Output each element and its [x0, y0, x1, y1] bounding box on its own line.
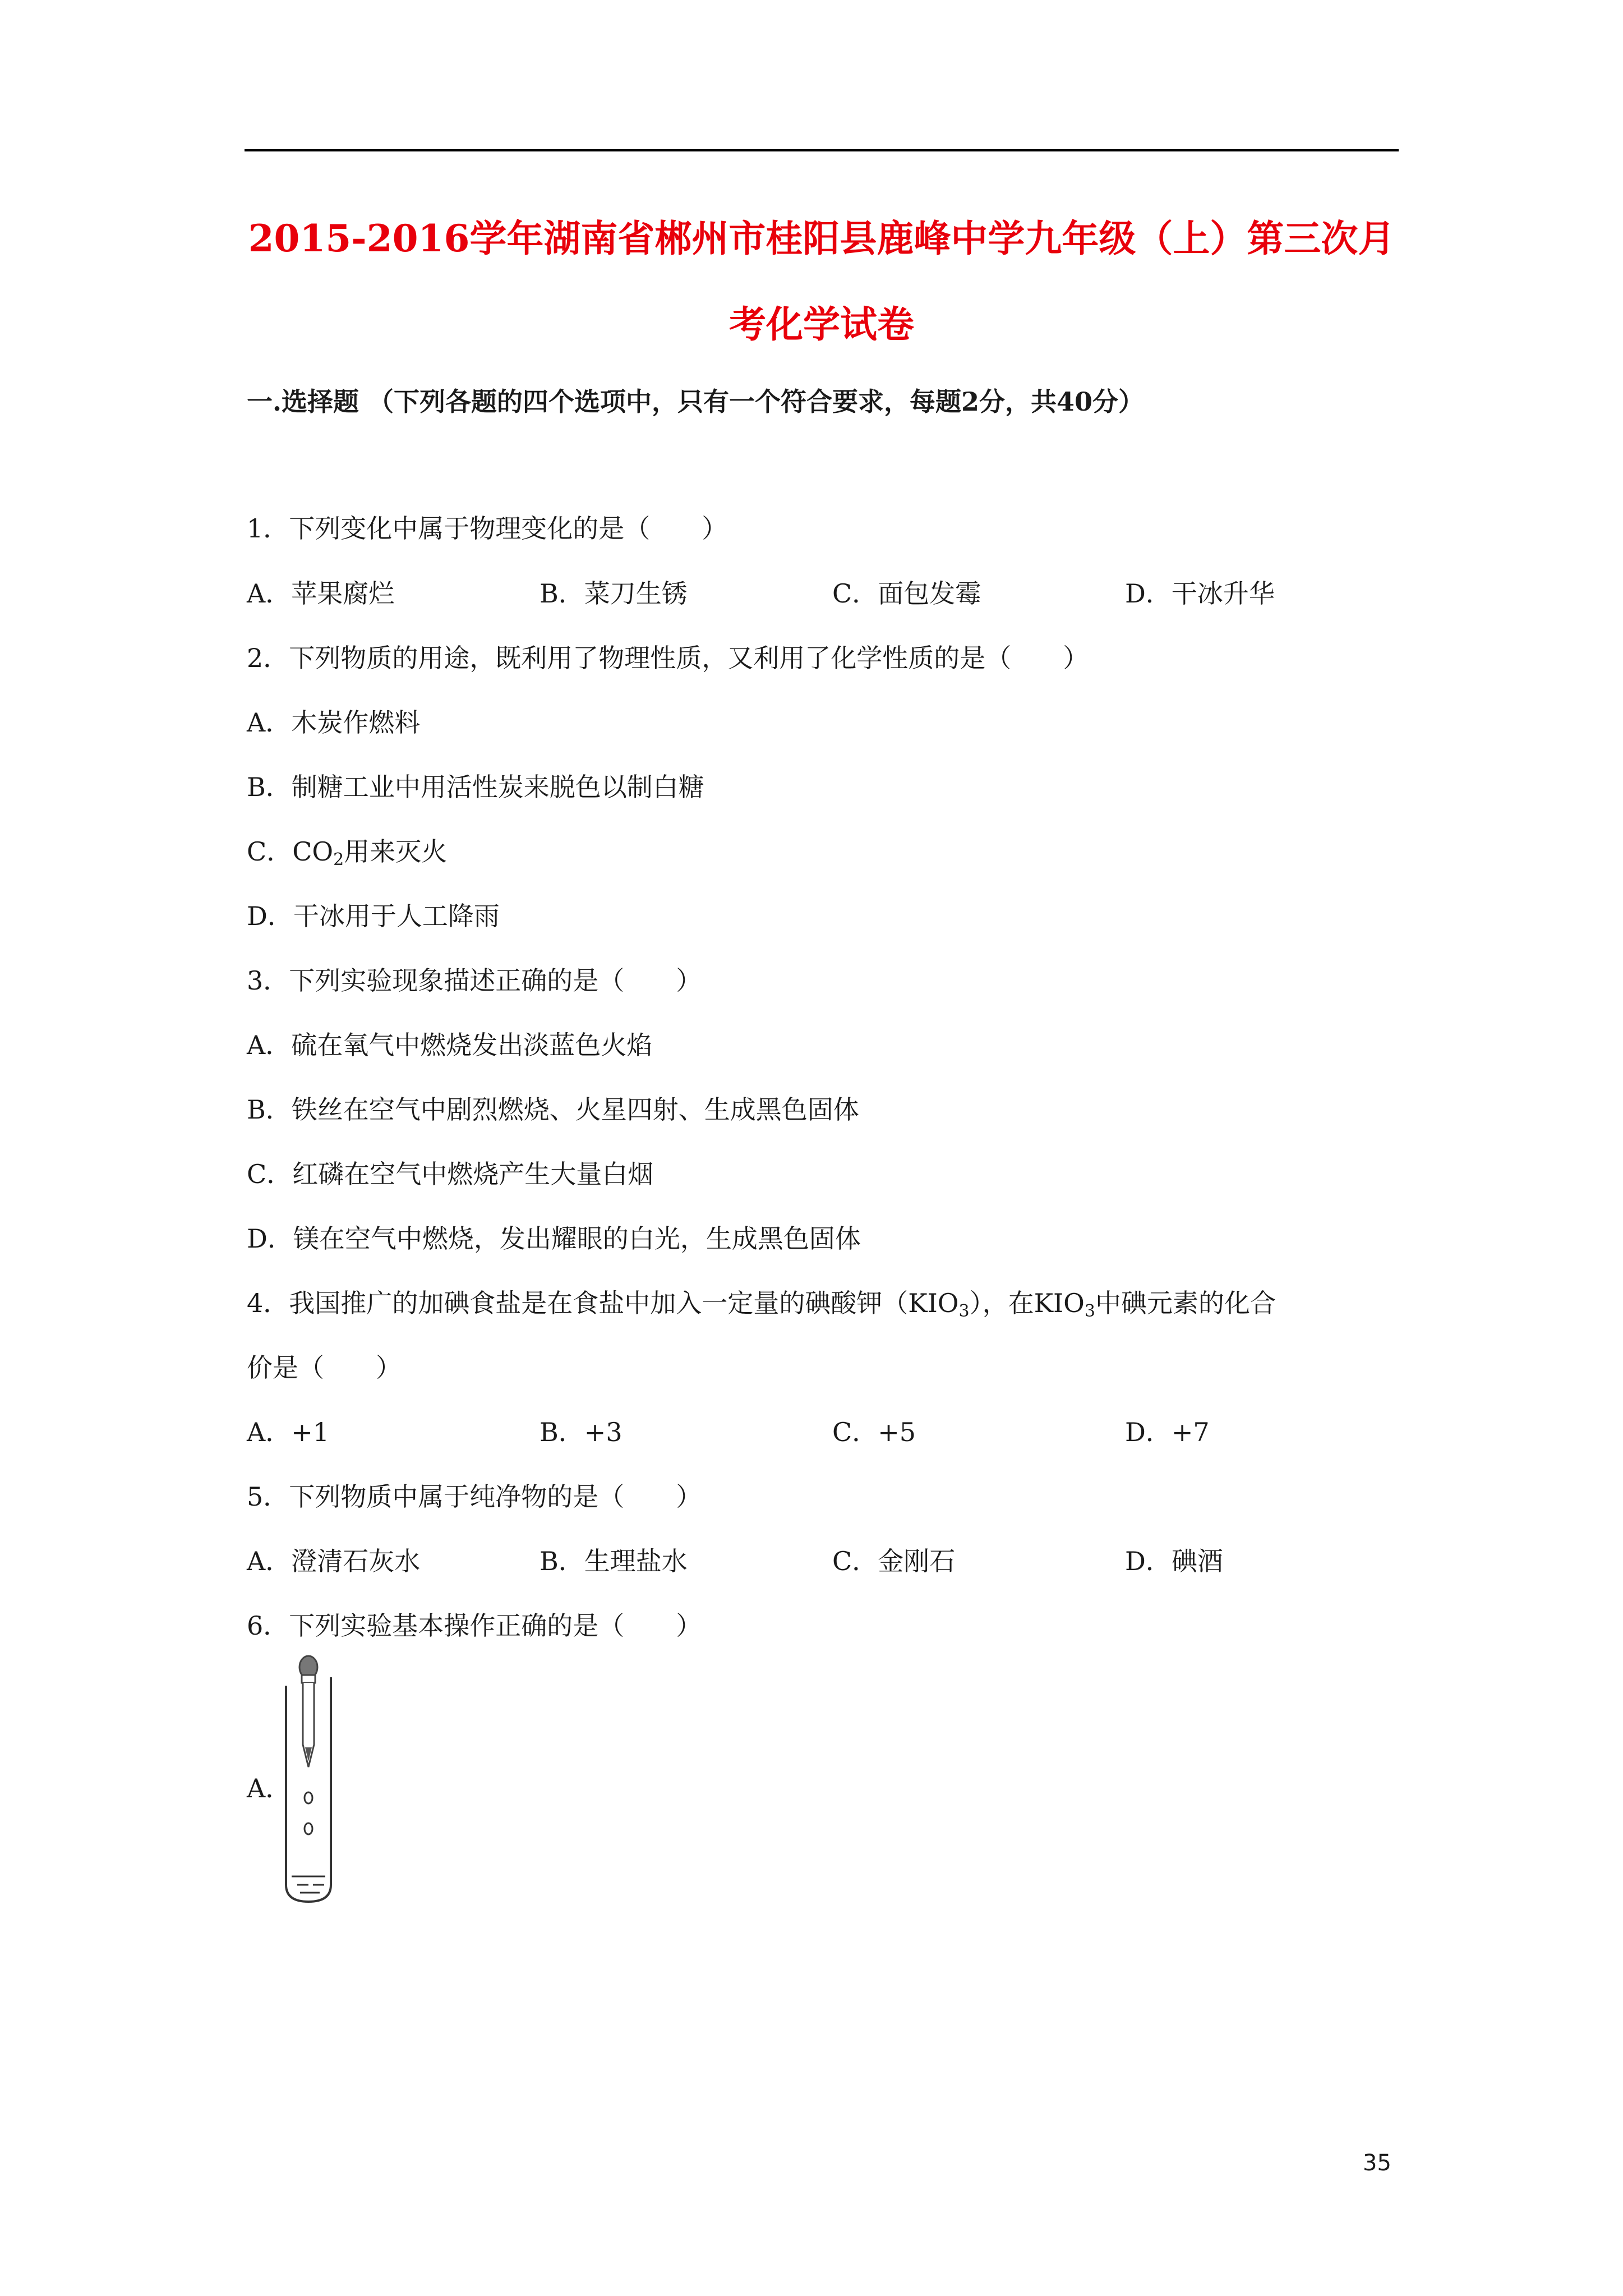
question-6-option-a-label: A．: [247, 1773, 292, 1803]
question-5-option-b: B．生理盐水: [540, 1546, 688, 1576]
question-2-option-d: D．干冰用于人工降雨: [247, 901, 500, 931]
question-2-stem: 2．下列物质的用途，既利用了物理性质，又利用了化学性质的是（ ）: [247, 643, 1089, 673]
question-5-option-a: A．澄清石灰水: [247, 1546, 421, 1576]
question-4-option-b: B．+3: [540, 1417, 623, 1447]
question-3-stem: 3．下列实验现象描述正确的是（ ）: [247, 965, 702, 996]
header-rule: [245, 149, 1399, 151]
question-4-stem-continued: 价是（ ）: [247, 1352, 402, 1383]
section-heading: 一.选择题 （下列各题的四个选项中，只有一个符合要求，每题2分，共40分）: [247, 386, 1145, 417]
question-3-option-b: B．铁丝在空气中剧烈燃烧、火星四射、生成黑色固体: [247, 1094, 859, 1125]
question-3-option-a: A．硫在氧气中燃烧发出淡蓝色火焰: [247, 1030, 653, 1060]
question-6-stem: 6．下列实验基本操作正确的是（ ）: [247, 1611, 702, 1641]
question-3-option-d: D．镁在空气中燃烧，发出耀眼的白光，生成黑色固体: [247, 1223, 861, 1254]
question-1-stem: 1．下列变化中属于物理变化的是（ ）: [247, 513, 728, 544]
question-2-option-c: C．$CO_2$用来灭火: [247, 836, 448, 869]
question-4-option-c: C．+5: [832, 1417, 916, 1447]
question-3-option-c: C．红磷在空气中燃烧产生大量白烟: [247, 1159, 654, 1189]
question-5-stem: 5．下列物质中属于纯净物的是（ ）: [247, 1481, 702, 1512]
question-5-option-c: C．金刚石: [832, 1546, 956, 1576]
question-1-option-a: A．苹果腐烂: [247, 578, 395, 609]
question-1-option-d: D．干冰升华: [1125, 578, 1275, 609]
page-title-line-2: 考化学试卷: [729, 302, 914, 346]
dropper-over-test-tube-figure: [269, 1655, 359, 1913]
question-1-option-b: B．菜刀生锈: [540, 578, 688, 609]
question-5-option-d: D．碘酒: [1125, 1546, 1223, 1576]
question-2-option-a: A．木炭作燃料: [247, 707, 421, 738]
page-title-line-1: 2015-2016学年湖南省郴州市桂阳县鹿峰中学九年级（上）第三次月: [248, 217, 1395, 260]
question-4-option-d: D．+7: [1125, 1417, 1210, 1447]
question-4-option-a: A．+1: [247, 1417, 330, 1447]
question-1-option-c: C．面包发霉: [832, 578, 981, 609]
page-number: 35: [1363, 2150, 1391, 2176]
question-2-option-b: B．制糖工业中用活性炭来脱色以制白糖: [247, 772, 704, 802]
question-4-stem: 4．我国推广的加碘食盐是在食盐中加入一定量的碘酸钾$(KIO_3)$，在$KIO_3$中碘元素的化合: [247, 1288, 1276, 1321]
